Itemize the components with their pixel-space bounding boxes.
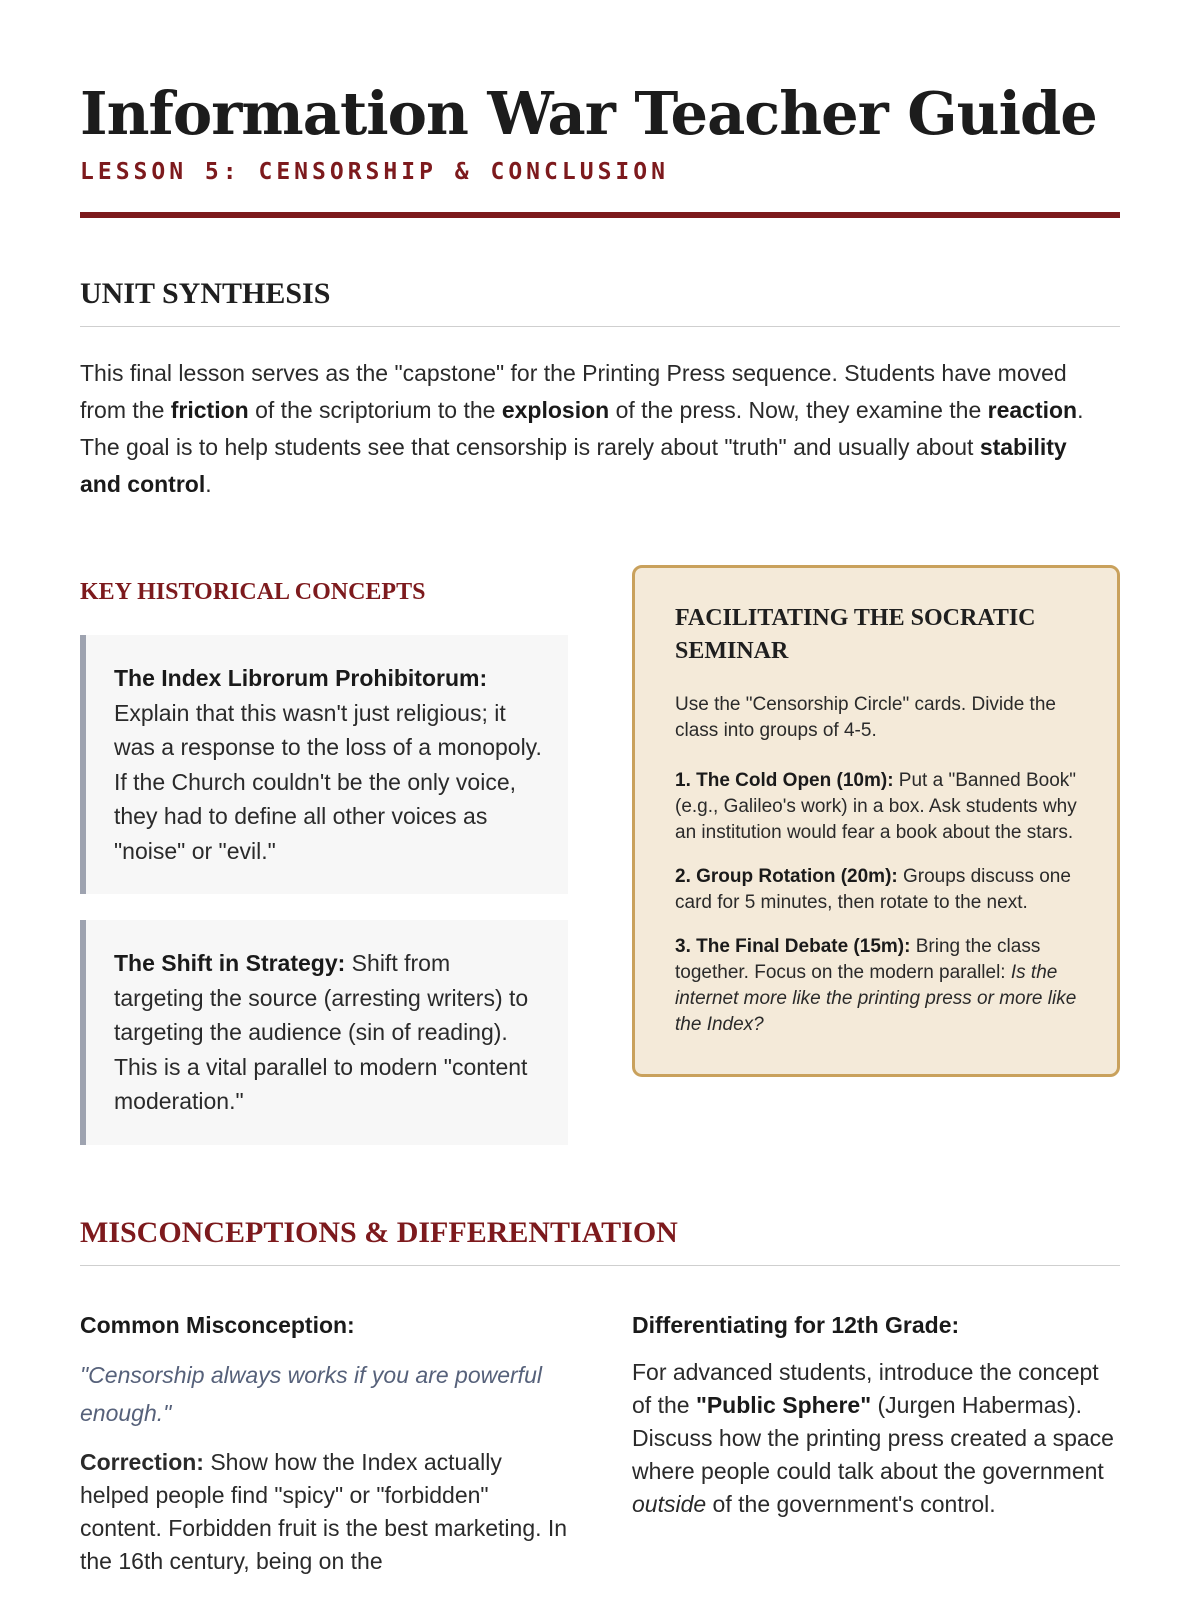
emphasis-stability: stability and control (80, 434, 1067, 497)
emphasis-friction: friction (170, 397, 249, 423)
step-text: Put a "Banned Book" (e.g., Galileo's work) in a box. Ask students why an institution would fear a book about the stars. (675, 770, 1077, 843)
concept-text: Shift from targeting the source (arresting writers) to targeting the audience (sin of reading). This is a vital parallel to modern "content moderation." (114, 950, 529, 1114)
differentiation-column (632, 1310, 1120, 1578)
seminar-step (675, 864, 1077, 916)
step-text: Bring the class together. Focus on the modern parallel: (675, 936, 1041, 983)
key-concepts-heading: KEY HISTORICAL CONCEPTS (80, 579, 426, 605)
seminar-intro: Use the "Censorship Circle" cards. Divide the class into groups of 4-5. (675, 694, 1056, 741)
concept-term: The Shift in Strategy: (114, 950, 346, 976)
lesson-subtitle: LESSON 5: CENSORSHIP & CONCLUSION (80, 159, 669, 185)
concept-text: Explain that this wasn't just religious; it was a response to the loss of a monopoly. If the Church couldn't be the only voice, they had to define all other voices as "noise" or "evil." (114, 699, 542, 864)
correction-label: Correction: (80, 1448, 204, 1475)
misconceptions-heading: MISCONCEPTIONS & DIFFERENTIATION (80, 1215, 678, 1249)
title-divider (80, 212, 1120, 218)
step-question: Is the internet more like the printing press or more like the Index? (675, 962, 1077, 1035)
step-label: 1. The Cold Open (10m): (675, 770, 894, 791)
concept-card-index (80, 635, 568, 894)
seminar-step (675, 934, 1077, 1038)
misconception-heading: Common Misconception: (80, 1311, 355, 1338)
step-text: Groups discuss one card for 5 minutes, then rotate to the next. (675, 866, 1071, 913)
page-title: Information War Teacher Guide (80, 79, 1097, 148)
concepts-and-seminar (80, 565, 1120, 1145)
emphasis-explosion: explosion (501, 397, 610, 423)
misconception-column (80, 1310, 568, 1578)
step-label: 3. The Final Debate (15m): (675, 936, 911, 957)
seminar-step (675, 768, 1077, 846)
concept-term: The Index Librorum Prohibitorum: (114, 665, 488, 691)
emphasis-reaction: reaction (987, 397, 1078, 423)
key-concepts-column (80, 565, 568, 1145)
unit-synthesis-heading: UNIT SYNTHESIS (80, 277, 331, 310)
public-sphere-term: "Public Sphere" (695, 1391, 872, 1418)
misconceptions-columns (80, 1310, 1120, 1578)
step-label: 2. Group Rotation (20m): (675, 866, 898, 887)
section-divider (80, 326, 1120, 327)
misconception-quote: "Censorship always works if you are powerful enough." (80, 1361, 542, 1426)
differentiation-text: For advanced students, introduce the concept of the "Public Sphere" (Jurgen Habermas). Discuss how the printing press created a space where people could talk about the government outside of the government's control. (632, 1358, 1114, 1517)
correction-text: Correction: Show how the Index actually helped people find "spicy" or "forbidden" content. Forbidden fruit is the best marketing. In the 16th century, being on the (80, 1448, 568, 1574)
section-divider (80, 1265, 1120, 1266)
emphasis-outside: outside (632, 1490, 707, 1517)
concept-card-strategy (80, 920, 568, 1145)
seminar-title: FACILITATING THE SOCRATIC SEMINAR (675, 605, 1036, 664)
socratic-seminar-box (632, 565, 1120, 1077)
seminar-column (632, 565, 1120, 1145)
differentiation-heading: Differentiating for 12th Grade: (632, 1311, 960, 1338)
unit-synthesis-text: This final lesson serves as the "capstone" for the Printing Press sequence. Students have moved from the friction of the scriptorium to the explosion of the press. Now, they examine the reaction. The goal is to help students see that censorship is rarely about "truth" and usually about stability and control. (80, 360, 1084, 497)
